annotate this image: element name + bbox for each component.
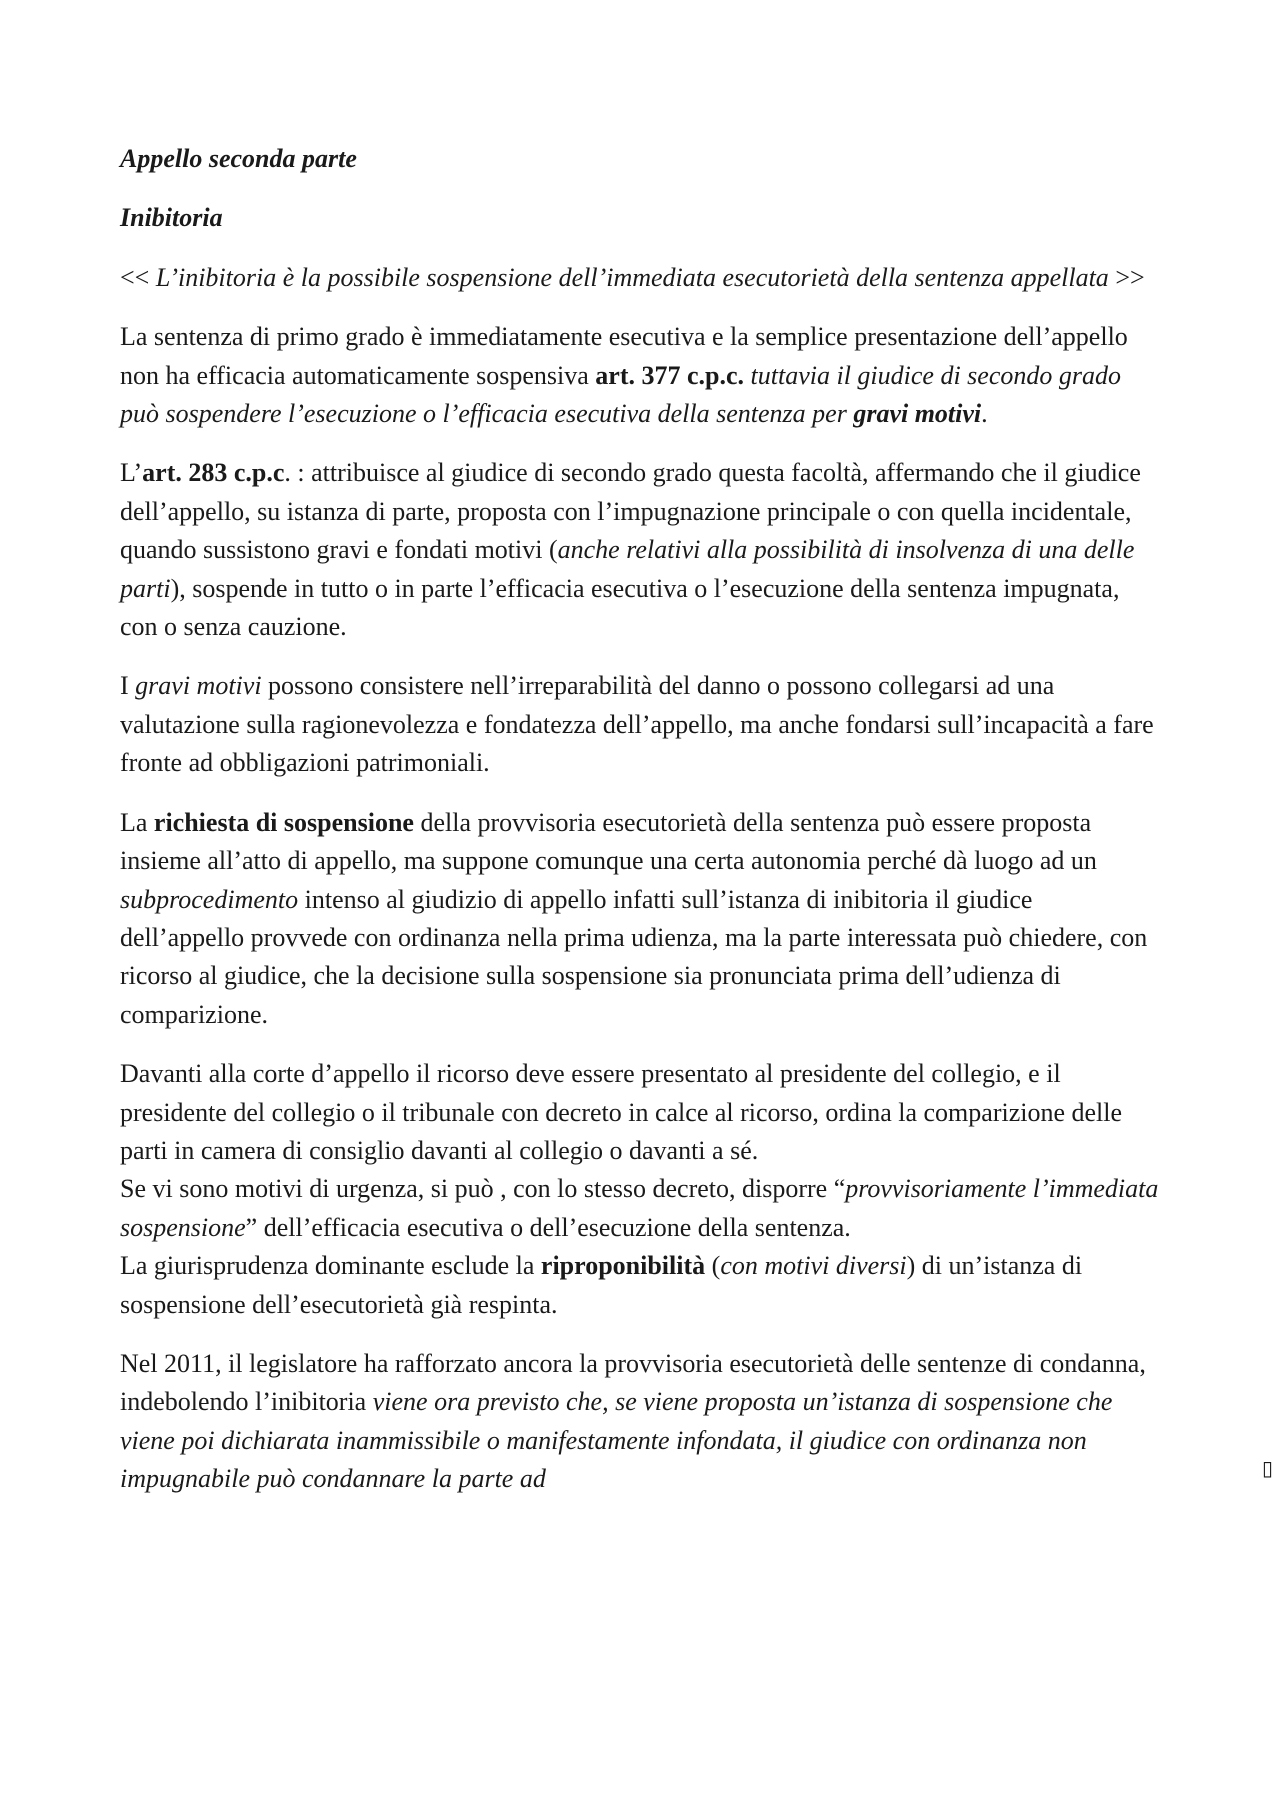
paragraph-5 — [120, 1055, 1160, 1170]
quote-text: L’inibitoria è la possibile sospensione dell’immediata esecutorietà della sentenza appellata — [155, 262, 1109, 292]
p7-text-1: La giurisprudenza dominante esclude la — [120, 1251, 541, 1281]
margin-mark-icon: ▯ — [1262, 1456, 1274, 1480]
document-title: Appello seconda parte — [120, 144, 357, 173]
quote-close: >> — [1108, 262, 1145, 292]
paragraph-3 — [120, 667, 1160, 782]
p6-text-2: ” dell’efficacia esecutiva o dell’esecuzione della sentenza. — [245, 1212, 851, 1242]
p4-text-2: della provvisoria esecutorietà della sentenza può essere proposta insieme all’atto di appello, ma suppone comunque una certa autonomia perché dà luogo ad un — [120, 807, 1097, 876]
paragraph-8 — [120, 1345, 1160, 1499]
p3-italic: gravi motivi — [135, 671, 262, 701]
p6-italic: provvisoriamente l’immediata sospensione — [120, 1174, 1159, 1242]
p4-bold: richiesta di sospensione — [153, 807, 414, 837]
paragraph-1 — [120, 318, 1160, 433]
p2-text-2: . : attribuisce al giudice di secondo grado questa facoltà, affermando che il giudice dell’appello, su istanza di parte, proposta con l’impugnazione principale o con quella incidentale, quando sussistono gravi e fondati motivi ( — [120, 458, 1141, 565]
p3-text-2: possono consistere nell’irreparabilità del danno o possono collegarsi ad una valutazione sulla ragionevolezza e fondatezza dell’appello, ma anche fondarsi sull’incapacità a fare fronte ad obbligazioni patrimoniali. — [120, 671, 1154, 778]
p6-text-1: Se vi sono motivi di urgenza, si può , con lo stesso decreto, disporre “ — [120, 1174, 846, 1204]
p2-article-ref: art. 283 c.p.c — [142, 458, 285, 488]
p1-gravi-motivi: gravi motivi — [853, 399, 982, 429]
p2-italic: anche relativi alla possibilità di insolvenza di una delle parti — [120, 535, 1135, 603]
p1-article-ref: art. 377 c.p.c. — [595, 360, 745, 390]
p5-text: Davanti alla corte d’appello il ricorso deve essere presentato al presidente del collegio, e il presidente del collegio o il tribunale con decreto in calce al ricorso, ordina la comparizione delle parti in camera di consiglio davanti al collegio o davanti a sé. — [120, 1059, 1123, 1165]
p4-text-3: intenso al giudizio di appello infatti sull’istanza di inibitoria il giudice dell’appello provvede con ordinanza nella prima udienza, ma la parte interessata può chiedere, con ricorso al giudice, che la decisione sulla sospensione sia pronunciata prima dell’udienza di comparizione. — [120, 884, 1148, 1029]
p2-text-1: L’ — [120, 458, 143, 488]
document-page — [120, 140, 1160, 1520]
paragraph-7 — [120, 1247, 1160, 1324]
paragraph-2 — [120, 454, 1160, 646]
p7-italic: con motivi diversi — [720, 1251, 907, 1281]
quote-open: << — [120, 262, 156, 292]
section-heading: Inibitoria — [120, 203, 223, 233]
p7-text-2: ( — [705, 1251, 721, 1281]
p4-text-1: La — [120, 807, 154, 837]
p8-text: Nel 2011, il legislatore ha rafforzato ancora la provvisoria esecutorietà delle sentenze di condanna, indebolendo l’inibitoria — [120, 1348, 1146, 1417]
p4-italic: subprocedimento — [120, 884, 299, 914]
paragraph-4 — [120, 804, 1160, 1034]
p1-end: . — [981, 399, 988, 429]
p3-text-1: I — [120, 671, 136, 701]
paragraph-6 — [120, 1170, 1160, 1247]
p8-italic: viene ora previsto che, se viene proposta un’istanza di sospensione che viene poi dichiarata inammissibile o manifestamente infondata, il giudice con ordinanza non impugnabile può condannare la parte ad — [120, 1387, 1113, 1494]
p7-bold: riproponibilità — [540, 1251, 706, 1281]
p7-text-3: ) di un’istanza di sospensione dell’esecutorietà già respinta. — [120, 1251, 1083, 1319]
p1-text: La sentenza di primo grado è immediatamente esecutiva e la semplice presentazione dell’appello non ha efficacia automaticamente sospensiva — [120, 322, 1128, 390]
definition-quote — [120, 259, 1160, 297]
p2-text-3: ), sospende in tutto o in parte l’efficacia esecutiva o l’esecuzione della sentenza impugnata, con o senza cauzione. — [120, 573, 1120, 642]
p1-italic: tuttavia il giudice di secondo grado può sospendere l’esecuzione o l’efficacia esecutiva della sentenza per — [120, 360, 1121, 429]
